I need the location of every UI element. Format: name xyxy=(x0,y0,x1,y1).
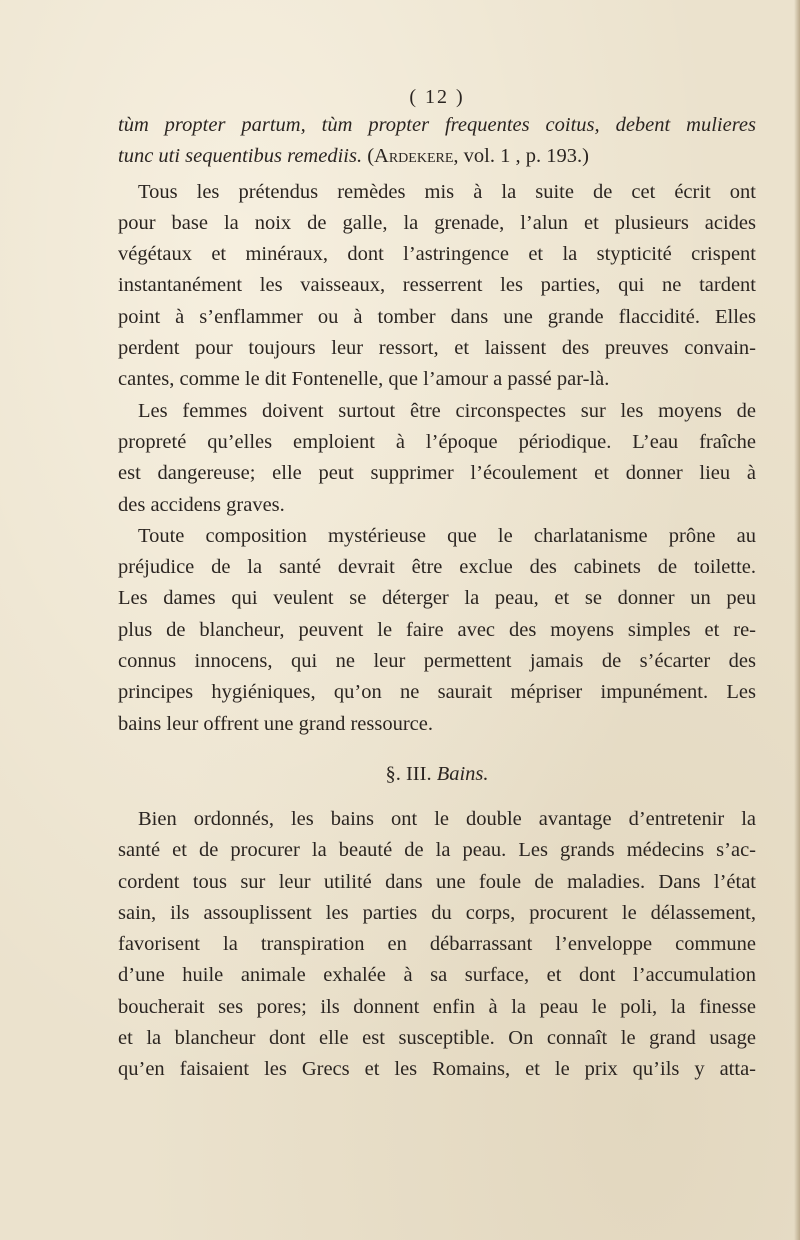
text-line: point à s’enflammer ou à tomber dans une grande flaccidité. Elles xyxy=(118,305,756,328)
quotation-line: tùm propter partum, tùm propter frequentes coitus, debent mulieres xyxy=(118,114,756,136)
text-line: et la blancheur dont elle est susceptible. On connaît le grand usage xyxy=(118,1027,756,1050)
quotation-text: tunc uti sequentibus remediis. xyxy=(118,145,363,168)
text-line: instantanément les vaisseaux, resserrent les parties, qui ne tardent xyxy=(118,274,756,297)
text-line: sain, ils assouplissent les parties du corps, procurent le délassement, xyxy=(118,901,756,924)
paragraph-bains xyxy=(118,804,756,1086)
text-line: Bien ordonnés, les bains ont le double avantage d’entretenir la xyxy=(138,807,756,830)
text-line: pour base la noix de galle, la grenade, l’alun et plusieurs acides xyxy=(118,211,756,234)
text-line: connus innocens, qui ne leur permettent jamais de s’écarter des xyxy=(118,650,756,673)
citation-reference: , vol. 1 , p. 193.) xyxy=(453,145,589,168)
page-number: ( 12 ) xyxy=(409,86,465,108)
text-line: qu’en faisaient les Grecs et les Romains, et le prix qu’ils y atta- xyxy=(118,1058,756,1081)
paragraph-toilette xyxy=(118,521,756,740)
text-line: bains leur offrent une grand ressource. xyxy=(118,712,433,735)
text-line: est dangereuse; elle peut supprimer l’écoulement et donner lieu à xyxy=(118,462,756,485)
text-line: Les dames qui veulent se déterger la peau, et se donner un peu xyxy=(118,587,756,610)
page-edge xyxy=(794,0,800,1240)
latin-quotation xyxy=(118,110,756,173)
paragraph-periodic xyxy=(118,396,756,521)
text-line: végétaux et minéraux, dont l’astringence et la stypticité crispent xyxy=(118,243,756,266)
quotation-line xyxy=(118,141,756,172)
text-line: Toute composition mystérieuse que le charlatanisme prône au xyxy=(138,524,756,547)
text-line: cordent tous sur leur utilité dans une foule de maladies. Dans l’état xyxy=(118,870,756,893)
text-line: Les femmes doivent surtout être circonspectes sur les moyens de xyxy=(138,399,756,422)
citation-open: ( xyxy=(362,145,375,168)
text-line: santé et de procurer la beauté de la peau. Les grands médecins s’ac- xyxy=(118,839,756,862)
section-heading xyxy=(118,759,756,790)
text-line: plus de blancheur, peuvent le faire avec des moyens simples et re- xyxy=(118,618,756,641)
text-line: propreté qu’elles emploient à l’époque périodique. L’eau fraîche xyxy=(118,430,756,453)
text-line: perdent pour toujours leur ressort, et laissent des preuves convain- xyxy=(118,337,756,360)
text-line: boucherait ses pores; ils donnent enfin à la peau le poli, la finesse xyxy=(118,995,756,1018)
text-line: préjudice de la santé devrait être exclue des cabinets de toilette. xyxy=(118,556,756,579)
text-line: des accidens graves. xyxy=(118,493,285,516)
page-text xyxy=(118,86,756,1086)
text-line: principes hygiéniques, qu’on ne saurait mépriser impunément. Les xyxy=(118,681,756,704)
text-line: favorisent la transpiration en débarrassant l’enveloppe commune xyxy=(118,933,756,956)
section-title: Bains. xyxy=(436,762,489,785)
text-line: Tous les prétendus remèdes mis à la suite de cet écrit ont xyxy=(138,180,756,203)
text-line: d’une huile animale exhalée à sa surface, et dont l’accumulation xyxy=(118,964,756,987)
paragraph-remedies xyxy=(118,177,756,396)
citation-author: Ardekere xyxy=(374,145,454,168)
section-number: §. III. xyxy=(385,762,437,785)
text-line: cantes, comme le dit Fontenelle, que l’amour a passé par-là. xyxy=(118,368,610,391)
